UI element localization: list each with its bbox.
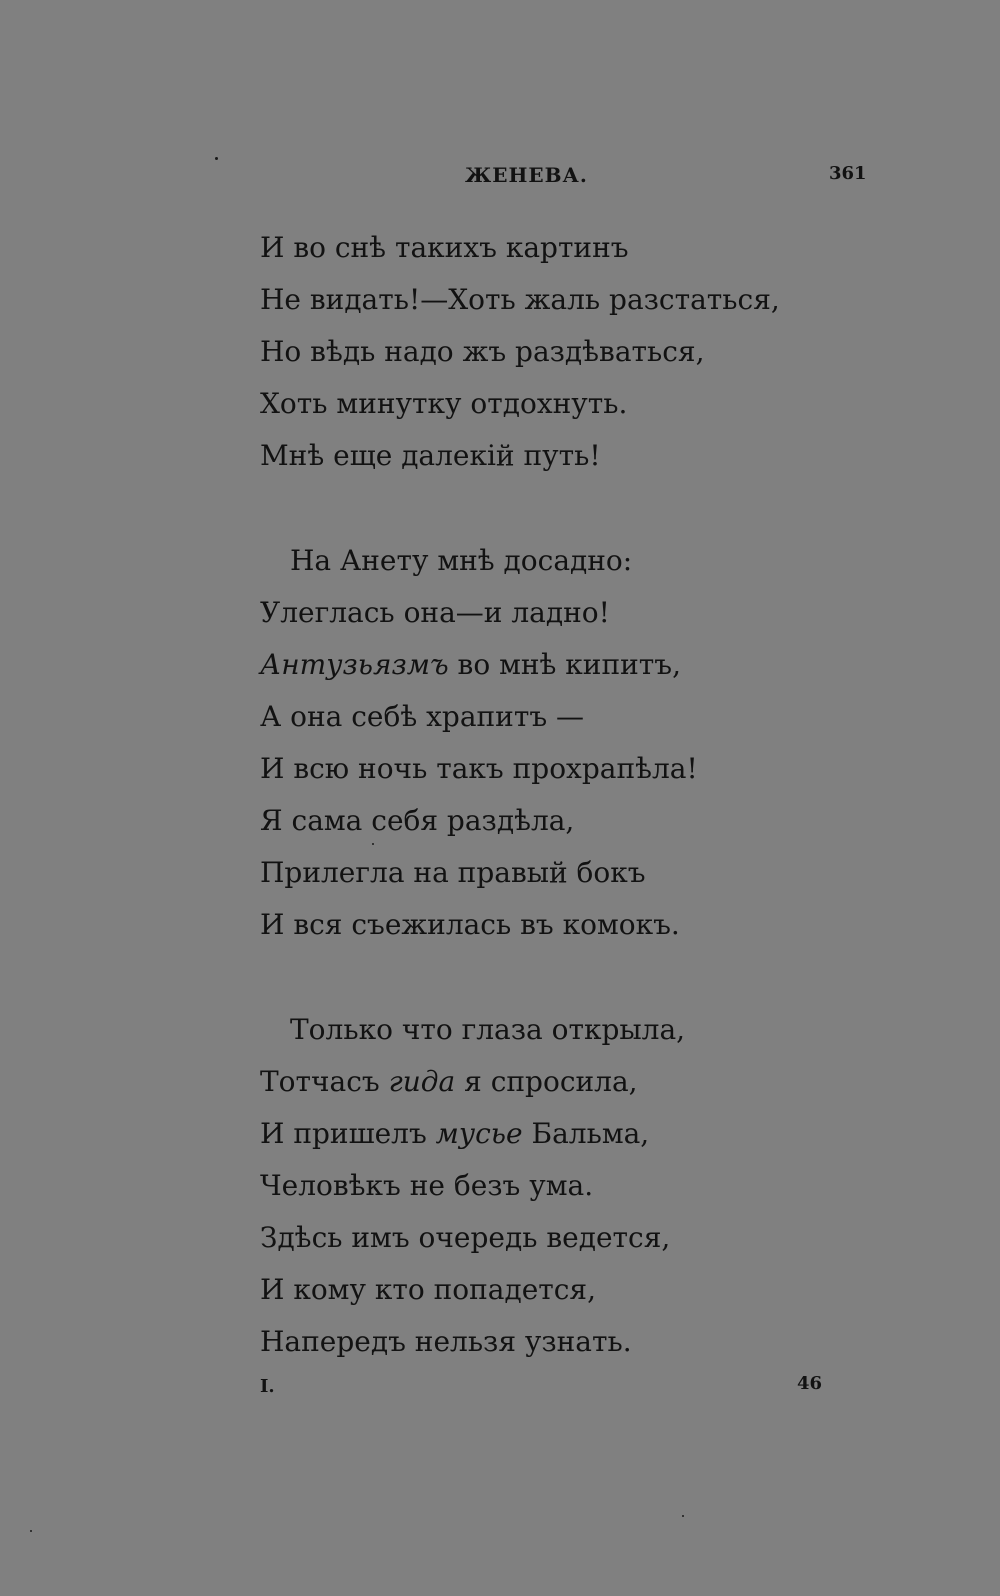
page-number: 361 [829, 163, 867, 184]
line-text: Человѣкъ не безъ ума. [260, 1169, 594, 1202]
poem-line [260, 222, 900, 274]
line-text: Хоть минутку отдохнуть. [260, 387, 628, 420]
print-speck [682, 1515, 684, 1517]
poem-line [260, 743, 900, 795]
line-text: Напередъ нельзя узнать. [260, 1325, 632, 1358]
poem-line [260, 274, 900, 326]
running-head [0, 163, 1000, 193]
line-text: Тотчасъ [260, 1065, 389, 1098]
line-text: И всю ночь такъ прохрапѣла! [260, 752, 698, 785]
line-text: Мнѣ еще далекій путь! [260, 439, 601, 472]
poem-line [260, 378, 900, 430]
sheet-number: 46 [797, 1373, 823, 1394]
poem-line [260, 691, 900, 743]
line-text: И пришелъ [260, 1117, 436, 1150]
line-text: На Анету мнѣ досадно: [290, 544, 633, 577]
line-text: Прилегла на правый бокъ [260, 856, 646, 889]
print-speck [215, 157, 218, 160]
poem-line [260, 587, 900, 639]
page-footer [0, 1373, 1000, 1403]
poem-line [260, 326, 900, 378]
line-text: И кому кто попадется, [260, 1273, 596, 1306]
line-text: Не видать!—Хоть жаль разстаться, [260, 283, 780, 316]
poem-line [260, 535, 900, 587]
signature-mark: I. [260, 1376, 275, 1397]
line-text: Бальма, [522, 1117, 650, 1150]
line-text: Улеглась она—и ладно! [260, 596, 610, 629]
poem-line [260, 1056, 900, 1108]
line-text: А она себѣ храпитъ — [260, 700, 585, 733]
line-text: Только что глаза открыла, [290, 1013, 686, 1046]
italic-word: мусье [435, 1117, 523, 1150]
poem-line [260, 1264, 900, 1316]
stanza-break [260, 482, 900, 535]
print-speck [372, 843, 374, 845]
poem-line [260, 847, 900, 899]
line-text: я спросила, [455, 1065, 638, 1098]
poem-line [260, 1316, 900, 1368]
poem-line [260, 1212, 900, 1264]
poem-text [260, 222, 900, 1368]
poem-line [260, 795, 900, 847]
line-text: И во снѣ такихъ картинъ [260, 231, 629, 264]
poem-line [260, 1004, 900, 1056]
stanza-break [260, 951, 900, 1004]
line-text: И вся съежилась въ комокъ. [260, 908, 680, 941]
line-text: Но вѣдь надо жъ раздѣваться, [260, 335, 705, 368]
poem-line [260, 1160, 900, 1212]
print-speck [30, 1530, 32, 1532]
poem-line [260, 1108, 900, 1160]
running-title: ЖЕНЕВА. [465, 163, 588, 187]
italic-word: гида [388, 1065, 456, 1098]
poem-line [260, 639, 900, 691]
line-text: Здѣсь имъ очередь ведется, [260, 1221, 671, 1254]
line-text: во мнѣ кипитъ, [448, 648, 681, 681]
line-text: Я сама себя раздѣла, [260, 804, 575, 837]
poem-line [260, 899, 900, 951]
poem-line [260, 430, 900, 482]
italic-word: Антузьязмъ [260, 648, 449, 681]
